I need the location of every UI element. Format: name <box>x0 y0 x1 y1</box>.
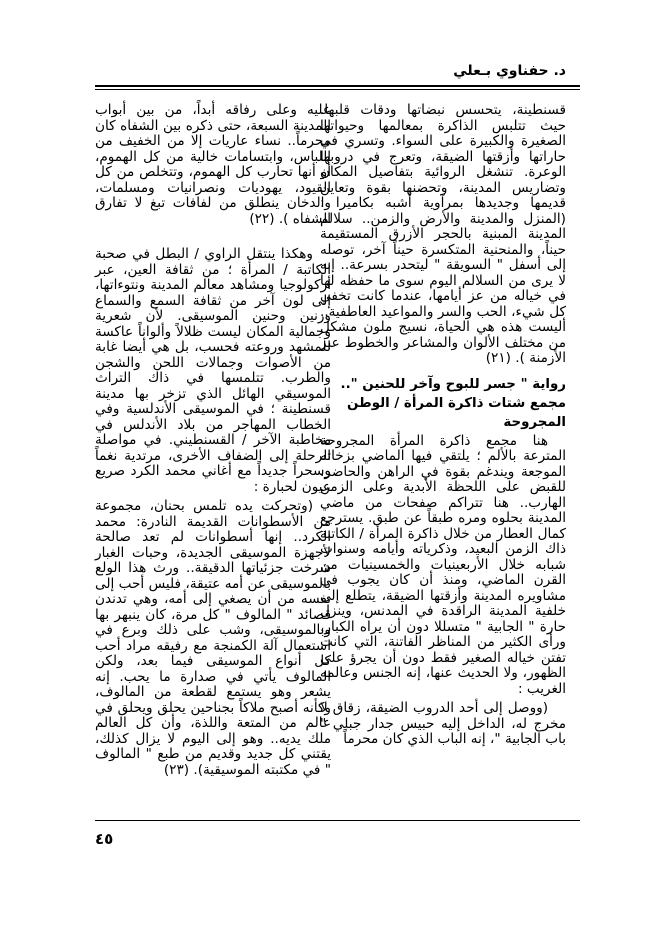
header-rule <box>95 85 580 87</box>
paragraph: هنا مجمع ذاكرة المرأة المجروحة المترعة بالألم ؛ يلتقي فيها الماضي بزخاته الموجعة ويندغم بقوة في الراهن والحاضر، للقبض على اللحظة الأبدية وعلى الزمن الهارب.. هنا تتراكم صفحات من ماضي المدينة بحلوه ومره طبقاً عن طبق. يسترجع كمال العطار من خلال ذاكرة المرأة / الكاتبة ذاك الزمن البعيد، وذكرياته وأيامه وسنوات شبابه خلال الأربعينيات والخمسينيات من القرن الماضي، ومنذ أن كان يجوب في مشاويره المدينة وأزقتها الضيقة، يتطلع إلى خلفية المدينة الراقدة في المدنس، وينزل حارة " الجابية " متسللا دون أن يراه الكبار، ورأى الكثير من المناظر الفاتنة، التي كانت تفتن خياله الصغير فقط دون أن يجرؤ على الظهور، ولا الحديث عنها، إنه الجنس وعالمه الغريب : <box>320 432 566 697</box>
header-rule-thin <box>95 89 580 90</box>
section-heading: رواية " جسر للبوح وآخر للحنين ".. مجمع شتات ذاكرة المرأة / الوطن المجروحة <box>340 376 566 430</box>
paragraph: وهكذا ينتقل الراوي / البطل في صحبة الكاتبة / المرأة ؛ من ثقافة العين، عبر أركولوجيا ومشاهد معالم المدينة ونتوءاتها، إلى لون آخر من ثقافة السمع والسماع ورنين وحنين الموسيقى. لأن شعرية وجمالية المكان ليست ظلالاً وألواناً عاكسة للمشهد وروعته فحسب، بل هي أيضا غابة من الأصوات وجمالات اللحن والشجن والطرب. تتلمسها في ذاك التراث الموسيقي الهائل الذي تزخر بها مدينة قسنطينة ؛ في الموسيقى الأندلسية وفي الخطاب المهاجر من بلاد الأندلس في مخاطبة الآخر / القسنطيني. في مواصلة الرحلة إلى الضفاف الأخرى، مرتدية نغماً وسحراً جديداً مع أغاني محمد الكرد صريع عيون لحبارة : <box>95 246 331 495</box>
paragraph: قسنطينة، يتحسس نبضاتها ودقات قلبها. حيث تتلبس الذاكرة بمعالمها وحيواتها الصغيرة والكبيرة على السواء. وتسري في حاراتها وأزقتها الضيقة، وتعرج في دروبها الوعرة. تنشغل الروائية بتفاصيل المكان وتضاريس المدينة، وتحضنها بقوة وتعاين قديمها وجديدها بمرآوية أشبه بكاميرا : (المنزل والمدينة والأرض والزمن.. سلالم المدينة المبنية بالحجر الأزرق المستقيمة حيناً، والمنحنية المتكسرة حيناً آخر، توصله إلى أسفل " السويقة " ليتحدر بسرعة.. إنه لا يرى من السلالم اليوم سوى ما حفظه لها في خياله من عز أيامها، عندما كانت تخفي كل شيء، الحب والسر والمواعيد العاطفية.. أليست هذه هي الحياة، نسيج ملون مشكل من مختلف الألوان والمشاعر والخطوط عبر الأزمنة ). (٢١) <box>320 102 566 366</box>
page-number: ٤٥ <box>95 830 114 848</box>
paragraph: عليه وعلى رفاقه أبداً، من بين أبواب المدينة السبعة، حتى ذكره بين الشفاه كان محرماً.. نساء عاريات إلا من الخفيف من اللباس، وابتسامات خالية من كل الهموم، أو أنها تحارب كل الهموم، وتتخلص من كل القيود، يهوديات ونصرانيات ومسلمات، والدخان ينطلق من لفافات تبغ لا تفارق الشفاه ). (٢٢) <box>95 102 331 227</box>
running-header-author: د. حفناوي بـعلي <box>453 63 566 79</box>
right-column <box>320 103 566 752</box>
left-column <box>95 103 331 782</box>
paragraph-gap <box>95 231 331 247</box>
paragraph: (ووصل إلى أحد الدروب الضيقة، زقاق لا مخرج له، الداخل إليه حبيس جدار جبلي " باب الجابية "، إنه الباب الذي كان محرماً <box>320 700 566 747</box>
footer-rule <box>95 820 580 821</box>
paragraph: (وتحركت يده تلمس بحنان، مجموعة من الأسطوانات القديمة النادرة: محمد الكرد.. إنها أسطوانات لم تعد صالحة لأجهزة الموسيقى الجديدة، وحبات الغبار شرخت جزئياتها الدقيقة.. ورث هذا الولع بالموسيقى عن أمه عتيقة، فليس أحب إلى نفسه من أن يصغي إلى أمه، وهي تدندن قصائد " المالوف " كل مرة، كان ينبهر بها وبالموسيقى، وشب على ذلك وبرع في استعمال آلة الكمنجة مع رفيقه مراد أحب كل أنواع الموسيقى فيما بعد، ولكن المالوف يأتي في صدارة ما يحب. إنه يشعر وهو يستمع لقطعة من المالوف، وكأنه أصبح ملاكاً بجناحين يحلق ويحلق في عالم من المتعة واللذة، وأن كل العالم ملك يديه.. وهو إلى اليوم لا يزال كذلك، يقتني كل جديد وقديم من طبع " المالوف " في مكتبته الموسيقية). (٢٣) <box>95 498 331 778</box>
